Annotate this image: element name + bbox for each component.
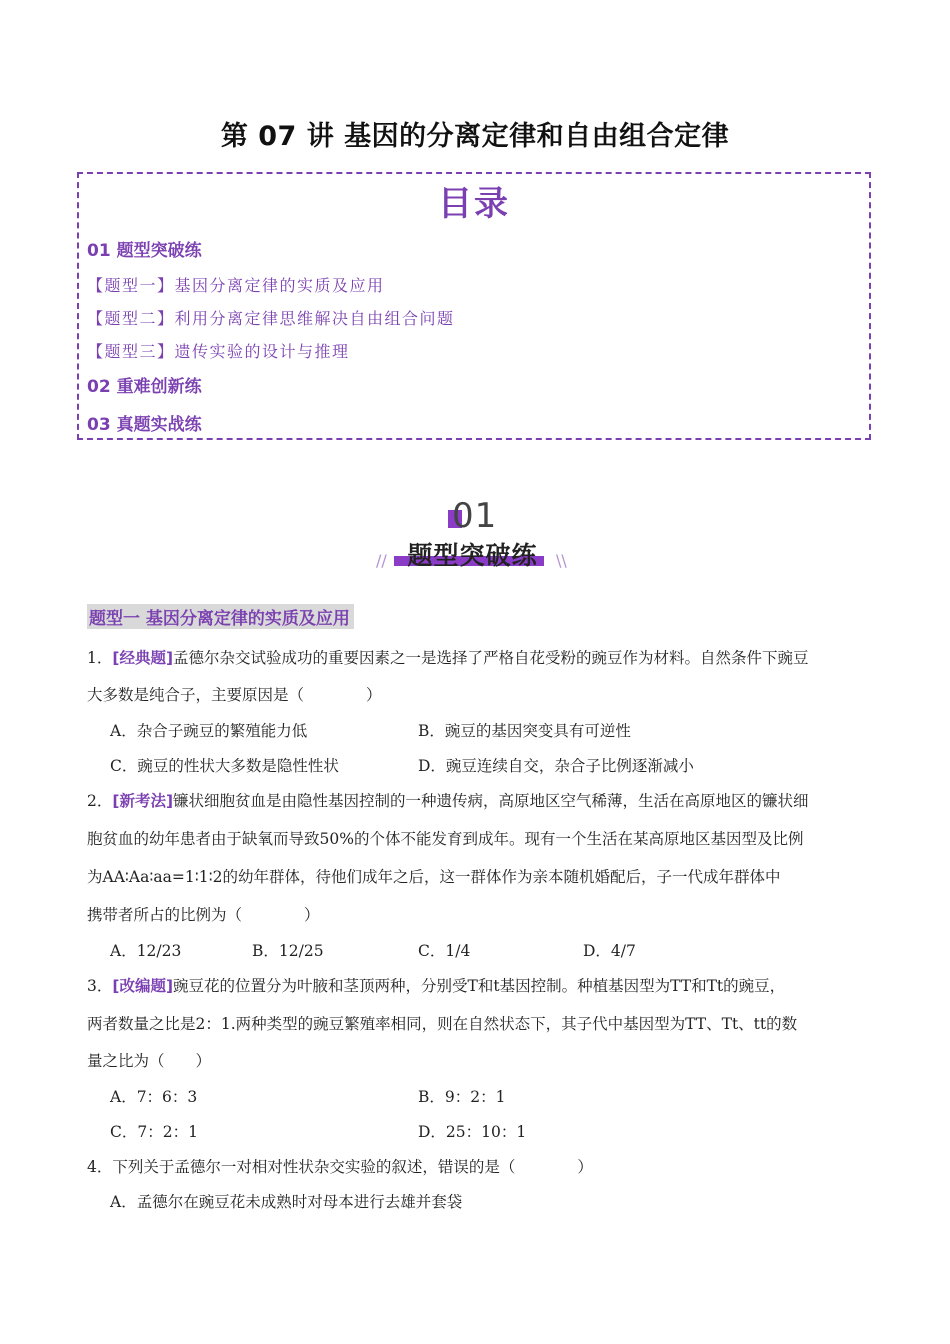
question-2-line-3: 为AA∶Aa∶aa=1∶1∶2的幼年群体，待他们成年之后，这一群体作为亲本随机婚配后，子一代成年群体中 [87, 868, 781, 886]
toc-heading: 目录 [438, 184, 510, 224]
question-number: 4． [87, 1158, 113, 1176]
option-2d[interactable]: D．4/7 [583, 942, 636, 960]
banner-left-mark: // [376, 551, 387, 570]
toc-item-type-3[interactable]: 【题型三】遗传实验的设计与推理 [87, 342, 350, 361]
option-3b[interactable]: B．9：2：1 [418, 1088, 506, 1106]
toc-item-real-exam[interactable]: 03 真题实战练 [87, 415, 202, 435]
question-2-line-1 [87, 789, 809, 811]
question-text: 镰状细胞贫血是由隐性基因控制的一种遗传病，高原地区空气稀薄，生活在高原地区的镰状细 [173, 792, 809, 810]
option-1d[interactable]: D．豌豆连续自交，杂合子比例逐渐减小 [418, 757, 694, 775]
section-banner [370, 496, 580, 580]
question-2-line-4: 携带者所占的比例为（ ） [87, 906, 320, 924]
option-4a[interactable]: A．孟德尔在豌豆花未成熟时对母本进行去雄并套袋 [110, 1193, 463, 1211]
question-tag: [经典题] [112, 649, 174, 667]
question-1-line-2: 大多数是纯合子，主要原因是（ ） [87, 686, 382, 704]
banner-number: 01 [452, 496, 498, 536]
option-3c[interactable]: C．7：2：1 [110, 1123, 198, 1141]
option-2c[interactable]: C．1/4 [418, 942, 471, 960]
question-text: 豌豆花的位置分为叶腋和茎顶两种，分别受T和t基因控制。种植基因型为TT和Tt的豌豆， [173, 977, 786, 995]
section-title: 题型一 基因分离定律的实质及应用 [87, 604, 354, 629]
question-3-line-3: 量之比为（ ） [87, 1052, 212, 1070]
question-tag: [改编题] [112, 977, 174, 995]
question-number: 3． [87, 977, 113, 995]
option-3a[interactable]: A．7：6：3 [110, 1088, 198, 1106]
option-3d[interactable]: D．25：10：1 [418, 1123, 527, 1141]
question-4-line-1 [87, 1155, 593, 1177]
question-number: 1． [87, 649, 113, 667]
option-2a[interactable]: A．12/23 [110, 942, 182, 960]
option-1b[interactable]: B．豌豆的基因突变具有可逆性 [418, 722, 631, 740]
table-of-contents [77, 172, 871, 440]
option-1c[interactable]: C．豌豆的性状大多数是隐性性状 [110, 757, 339, 775]
banner-label: 题型突破练 [407, 541, 538, 570]
question-number: 2． [87, 792, 113, 810]
question-3-line-1 [87, 974, 785, 996]
option-2b[interactable]: B．12/25 [252, 942, 324, 960]
document-title: 第 07 讲 基因的分离定律和自由组合定律 [220, 121, 730, 152]
toc-item-difficult[interactable]: 02 重难创新练 [87, 377, 202, 397]
option-1a[interactable]: A．杂合子豌豆的繁殖能力低 [110, 722, 308, 740]
question-tag: [新考法] [112, 792, 174, 810]
toc-item-type-1[interactable]: 【题型一】基因分离定律的实质及应用 [87, 276, 385, 295]
question-3-line-2: 两者数量之比是2：1.两种类型的豌豆繁殖率相同，则在自然状态下，其子代中基因型为TT、Tt、tt的数 [87, 1015, 798, 1033]
question-text: 下列关于孟德尔一对相对性状杂交实验的叙述，错误的是（ ） [112, 1158, 593, 1176]
question-1-line-1 [87, 646, 809, 668]
toc-item-type-2[interactable]: 【题型二】利用分离定律思维解决自由组合问题 [87, 309, 455, 328]
question-2-line-2: 胞贫血的幼年患者由于缺氧而导致50%的个体不能发育到成年。现有一个生活在某高原地区基因型及比例 [87, 830, 804, 848]
question-text: 孟德尔杂交试验成功的重要因素之一是选择了严格自花受粉的豌豆作为材料。自然条件下豌豆 [173, 649, 809, 667]
banner-right-mark: \\ [556, 551, 567, 570]
toc-item-practice[interactable]: 01 题型突破练 [87, 241, 202, 261]
